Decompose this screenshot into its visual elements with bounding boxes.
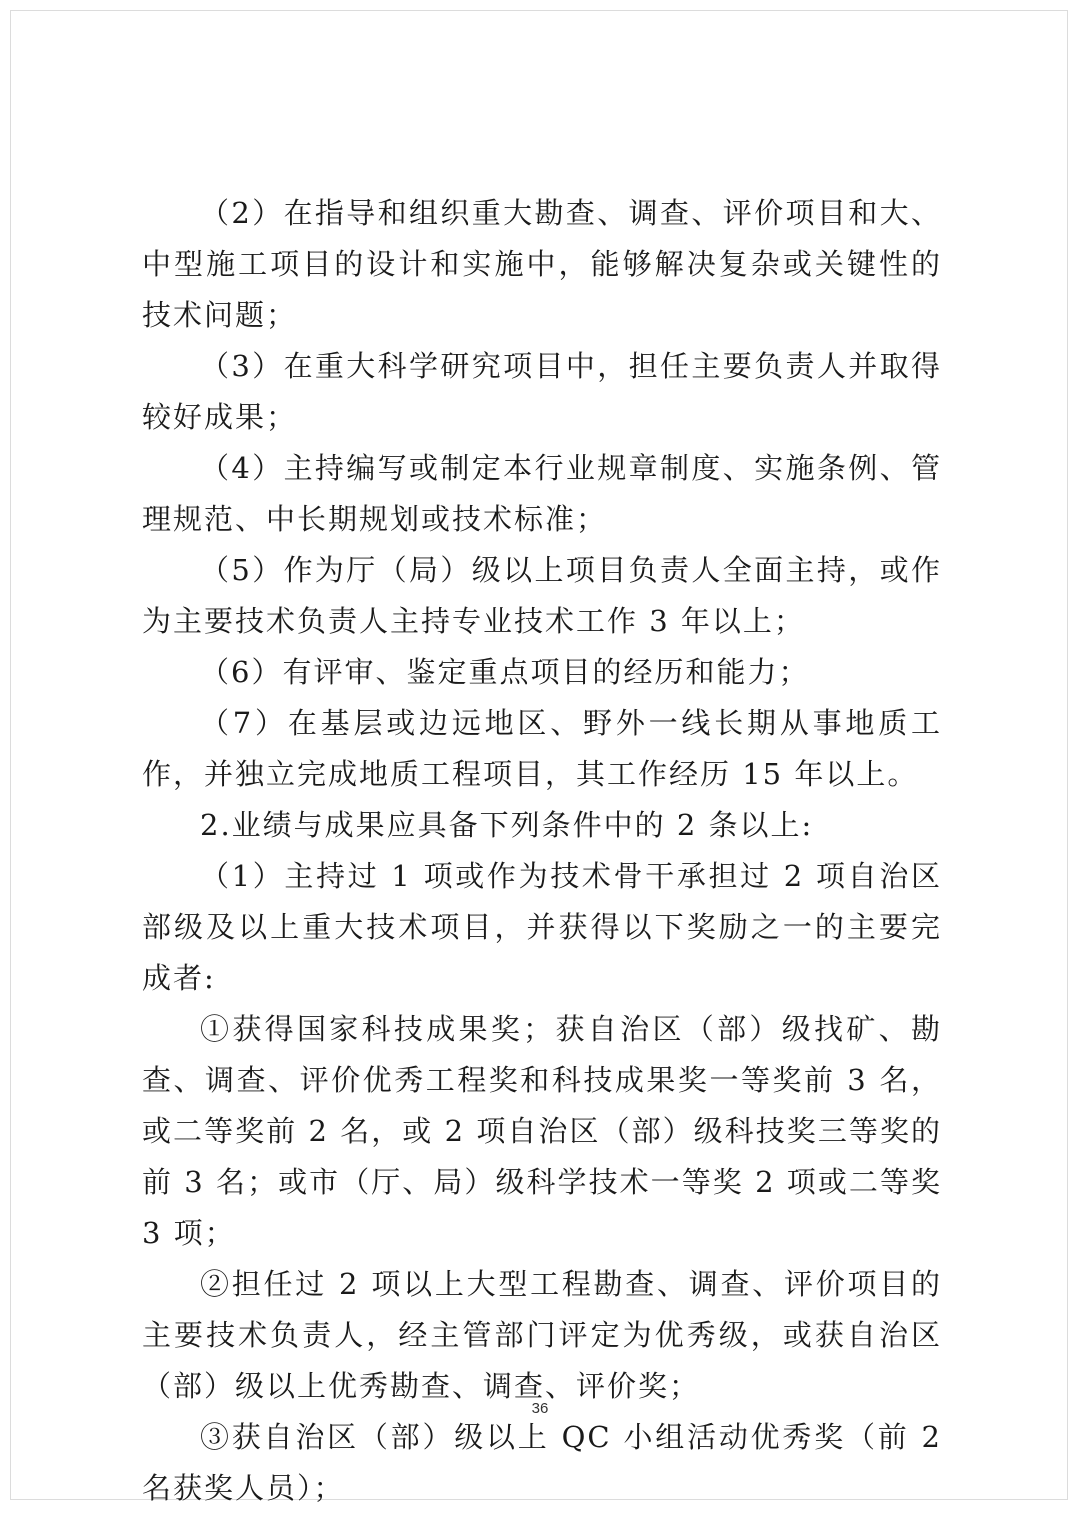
paragraph-sub-item-3: ③获自治区（部）级以上 QC 小组活动优秀奖（前 2 名获奖人员）； bbox=[142, 1420, 942, 1505]
page-number: 36 bbox=[531, 1400, 549, 1417]
paragraph-item-7: （7）在基层或边远地区、野外一线长期从事地质工作，并独立完成地质工程项目，其工作经历 15 年以上。 bbox=[142, 706, 942, 791]
paragraph-item-5: （5）作为厅（局）级以上项目负责人全面主持，或作为主要技术负责人主持专业技术工作 3 年以上； bbox=[142, 553, 942, 638]
section-heading-achievements: 2.业绩与成果应具备下列条件中的 2 条以上: bbox=[200, 808, 814, 842]
paragraph-item-6: （6）有评审、鉴定重点项目的经历和能力； bbox=[200, 655, 810, 689]
paragraph-sub-item-2: ②担任过 2 项以上大型工程勘查、调查、评价项目的主要技术负责人，经主管部门评定为优秀级，或获自治区（部）级以上优秀勘查、调查、评价奖； bbox=[142, 1267, 942, 1403]
document-body bbox=[142, 188, 942, 1514]
paragraph-item-2: （2）在指导和组织重大勘查、调查、评价项目和大、中型施工项目的设计和实施中，能够解决复杂或关键性的技术问题； bbox=[142, 196, 942, 332]
paragraph-item-4: （4）主持编写或制定本行业规章制度、实施条例、管理规范、中长期规划或技术标准； bbox=[142, 451, 942, 536]
paragraph-item-3: （3）在重大科学研究项目中，担任主要负责人并取得较好成果； bbox=[142, 349, 942, 434]
paragraph-sub-item-1: ①获得国家科技成果奖；获自治区（部）级找矿、勘查、调查、评价优秀工程奖和科技成果奖一等奖前 3 名，或二等奖前 2 名，或 2 项自治区（部）级科技奖三等奖的前 3 名；或市（厅、局）级科学技术一等奖 2 项或二等奖 3 项； bbox=[142, 1012, 942, 1250]
paragraph-achievement-1: （1）主持过 1 项或作为技术骨干承担过 2 项自治区部级及以上重大技术项目，并获得以下奖励之一的主要完成者: bbox=[142, 859, 942, 995]
